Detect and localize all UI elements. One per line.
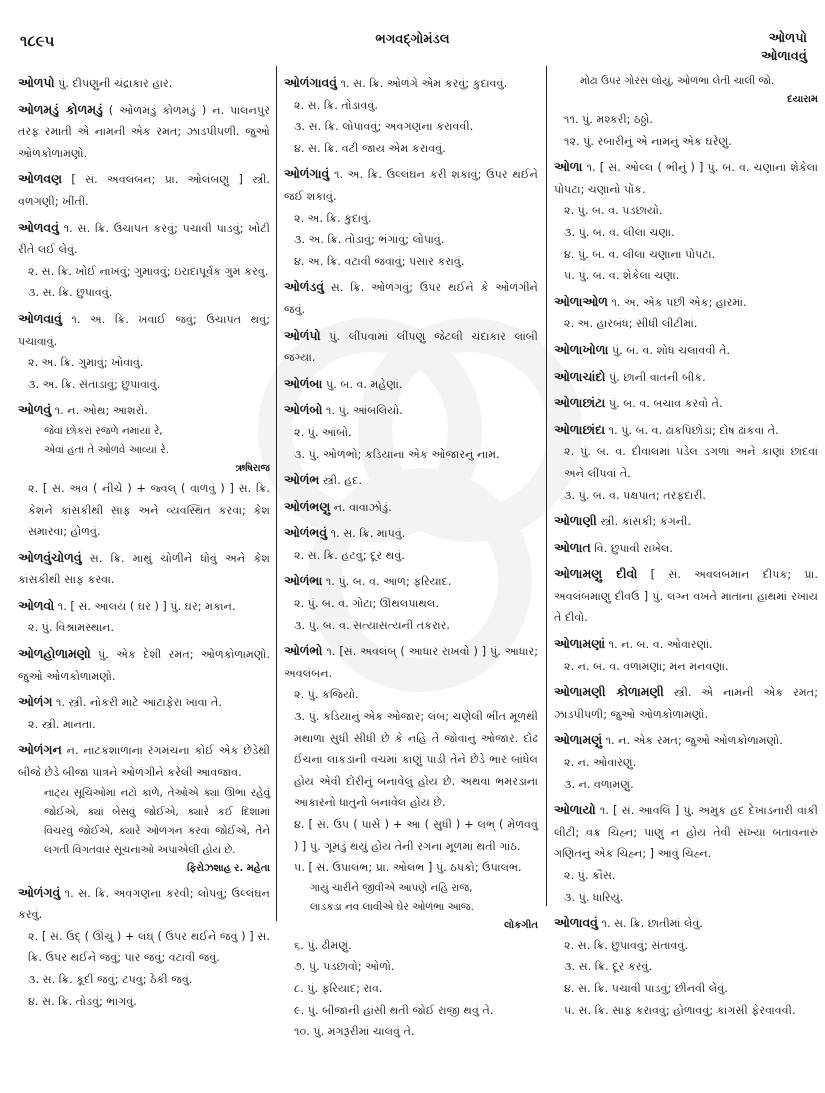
entry-definition: [18, 882, 270, 926]
sense: ૪. સ. ક્રિ. તોડવું; ભાંગવું.: [28, 994, 137, 1008]
dictionary-entry: [18, 99, 270, 165]
definition-text: વિ. છુપાવી રાખેલ.: [590, 541, 673, 555]
headword: ઓળંબા: [284, 375, 323, 391]
dictionary-entry: [554, 912, 818, 1021]
sense: ૨. સ. ક્રિ. છુપાવવું; સંતાવવું.: [564, 938, 689, 952]
sense: ૩. ન. વળામણું.: [564, 777, 634, 791]
dictionary-columns: [18, 72, 818, 1082]
dictionary-entry: [18, 399, 270, 542]
dictionary-entry: [284, 325, 538, 369]
entry-definition: [554, 392, 818, 415]
column-1: [18, 72, 270, 1016]
headword: ઓળંગન: [18, 742, 62, 758]
dictionary-entry: [554, 291, 818, 335]
headword: ઓળંભવું: [284, 525, 328, 541]
sense: ૩. સ. ક્રિ. છુપાવવું.: [28, 286, 113, 300]
headword: ઓળાણી: [554, 513, 597, 529]
definition-text: સ્ત્રી. કાંસકી; કંગની.: [596, 515, 691, 529]
sense: ૨. પું. કૌંસ.: [564, 869, 616, 882]
definition-text: પું. બ. વ. શોધ ચલાવવી તે.: [608, 343, 731, 357]
dictionary-entry: [554, 156, 818, 287]
page-header: [0, 28, 825, 78]
dictionary-entry: [18, 691, 270, 735]
definition-text: ૧. સ. ક્રિ. છાતીમાં લેવું.: [597, 917, 703, 931]
column-2: [284, 72, 538, 1047]
headword: ઓળવવું: [18, 219, 59, 235]
headword: ઓળામણાં: [554, 636, 606, 652]
sense: ૩. પું. બ. વ. પક્ષપાત; તરફદારી.: [564, 488, 706, 502]
definition-text: ૧. અ. ક્રિ. ઉલ્લંઘન કરી શકાવું; ઉપર થઈને જઈ શકાવું.: [284, 168, 538, 203]
sense: ૨. પું. બ. વ. પડછાયો.: [564, 204, 663, 218]
entry-definition: [284, 163, 538, 207]
dictionary-entry: [18, 739, 270, 877]
dictionary-entry: [554, 392, 818, 415]
headword: ઓળાછાંદા: [554, 421, 606, 437]
entry-definition: [18, 72, 270, 95]
entry-definition: [554, 681, 818, 725]
definition-text: [ સં. અવલંબન; પ્રા. ઓલંબણુ ] સ્ત્રી. વળગણી; ખીંતી.: [18, 173, 270, 208]
entry-definition: [18, 99, 270, 165]
quotation-attribution: લોકગીત: [504, 919, 538, 931]
dictionary-entry: [18, 168, 270, 212]
sense: ૮. પું. ફરિયાદ; રાવ.: [294, 981, 383, 995]
page-number: ૧૮૯૫: [20, 32, 55, 50]
guide-words: [761, 30, 807, 66]
definition-text: પું. છાની વાતની બીક.: [605, 370, 706, 384]
sense: ૩. પું. કડિયાનું એક ઓજાર; લંબ; ચણેલી ભીંત મૂળથી મથાળા સુધી સીધી છે કે નહિ તે જોવાનું ઓજાર. દોઢ ઈંચના લાકડાની વચમાં કાણું પાડી તેને છેડે ભાર બાંધેલ હોય એવી દોરીનું બનાવેલું હોય છે. અથવા ભમરડાના આકારનો ધાતુનો બનાવેલ હોય છે.: [294, 710, 538, 810]
sense: ૪. સ. ક્રિ. પચાવી પાડવું; છીનવી લેવું.: [564, 981, 728, 995]
entry-definition: [284, 373, 538, 396]
entry-definition: [554, 419, 818, 442]
headword: ઓળંગાવું: [284, 166, 330, 182]
sense: ૨. સ્ત્રી. માનતા.: [28, 717, 96, 731]
definition-text: ૧. સ્ત્રી. નોકરી માટે આંટાફેરા ખાવા તે.: [52, 696, 222, 710]
definition-text: ૧. [ સં. આલય ( ઘર ) ] પું. ઘર; મકાન.: [54, 599, 236, 613]
entry-definition: [18, 399, 270, 422]
dictionary-entry: [18, 72, 270, 95]
dictionary-entry: [554, 537, 818, 560]
headword: ઓળંભા: [284, 573, 323, 589]
headword: ઓળવું: [18, 402, 52, 418]
definition-text: ૧. [સં. અવલંબ્ ( આધાર રાખવો ) ] પું. આધાર; અવલંબન.: [284, 645, 538, 680]
headword: ઓળાછાંટા: [554, 395, 606, 411]
dictionary-entry: [284, 276, 538, 320]
entry-definition: [554, 339, 818, 362]
entry-definition: [284, 640, 538, 684]
entry-definition: [284, 570, 538, 593]
definition-text: પું. લીંપવામાં લીંપણુ જેટલી ચંદાકાર લાંબી જગ્યા.: [284, 329, 538, 365]
entry-definition: [554, 633, 818, 656]
sense: ૨. અ. ક્રિ. કુદાવું.: [294, 211, 372, 225]
sense: ૨. સ. ક્રિ. ખોઈ નાખવું; ગુમાવવું; ઇરાદાપૂર્વક ગુમ કરવું.: [28, 264, 269, 278]
definition-text: ૧. સ. ક્રિ. ઉચાપત કરવું; પચાવી પાડવું; ખોટી રીતે લઈ લેવું.: [18, 221, 270, 257]
sense: ૭. પું. પડછાવો; ઓળો.: [294, 960, 395, 974]
definition-text: ૧. અ. એક પછી એક; હારમાં.: [607, 295, 747, 309]
headword: ઓળંગાવવું: [284, 75, 337, 90]
dictionary-entry: [554, 339, 818, 362]
dictionary-entry: [554, 799, 818, 908]
definition-text: ૧. ન. બ. વ. ઓવારણાં.: [605, 638, 713, 652]
definition-text: પું. દીપણુની ચંદ્રાકાર હાર.: [54, 77, 173, 90]
headword: ઓળમડું કોળમડું: [18, 101, 103, 117]
headword: ઓળવણ: [18, 171, 62, 187]
dictionary-entry: [554, 563, 818, 629]
entry-definition: [554, 291, 818, 314]
sense: ૨. પું. આંબો.: [294, 425, 352, 439]
headword: ઓળાઓળ: [554, 293, 608, 309]
entry-definition: [554, 563, 818, 629]
sense: ૨. પું. બ. વ. ગોટા; ઊથલપાથલ.: [294, 597, 439, 611]
headword: ઓળંપો: [284, 327, 321, 343]
dictionary-entry: [284, 469, 538, 492]
sense: ૩. પું. ઓળંભો; કડિયાના એક ઓજારનું નામ.: [294, 447, 500, 461]
sense: ૨. પું. વિશ્રામસ્થાન.: [28, 621, 115, 635]
quotation-attribution: દયારામ: [787, 94, 818, 105]
entry-definition: [18, 691, 270, 714]
definition-text: ૧. પું. આંબલિયો.: [322, 404, 403, 418]
entry-definition: [18, 643, 270, 687]
definition-text: ( ઓળમડું કોળમડું ) ન. પાલનપુર તરફ રમાતી એ નામની એક રમત; ઝાડપીપળી. જુઓ ઓળકોળામણો.: [18, 103, 270, 160]
dictionary-entry: [554, 729, 818, 795]
entry-definition: [554, 510, 818, 533]
sense: ૧૧. પું. મશ્કરી; ઠઠ્ઠો.: [564, 113, 653, 126]
quotation-attribution: ફિરોઝશાહ ર. મહેતા: [186, 862, 270, 874]
entry-definition: [18, 308, 270, 352]
sense: ૨. પું. કજિયો.: [294, 688, 359, 702]
dictionary-entry: [554, 366, 818, 389]
dictionary-entry: [18, 217, 270, 304]
entry-definition: [554, 156, 818, 200]
headword: ઓળાવવું: [554, 915, 598, 931]
dictionary-entry: [284, 522, 538, 566]
definition-text: [ સં. અવલંબમાન દીપક; પ્રા. અવલંબમાણુ દીવઉ ] પું. લગ્ન વખતે માતાના હાથમાં રખાય તે દીવો.: [554, 568, 818, 625]
sense: ૨. સ. ક્રિ. તોડાવવું.: [294, 98, 378, 112]
sense: ૧૦. પું. મગરૂરીમાં ચાલવું તે.: [294, 1025, 415, 1039]
sense: ૪. [ સં. ઉપ ( પાસે ) + આ ( સુધી ) + લભ્ ( મેળવવું ) ] પું. ગૂમડું થયું હોય તેની રગના મૂળમાં થતી ગાંઠ.: [294, 818, 538, 853]
sense: ૩. સ. ક્રિ. કૂદી જવું; ટપવું; ઠેકી જવું.: [28, 973, 193, 986]
entry-definition: [284, 72, 538, 95]
definition-text: સ. ક્રિ. માથું ચોળીને ધોવું અને કેશ કાંસકીથી સાફ કરવા.: [18, 551, 270, 587]
entry-definition: [18, 168, 270, 212]
entry-definition: [284, 496, 538, 519]
headword: ઓળંબો: [284, 402, 323, 418]
definition-text: ૧. [ સં. આવલિ ] પું. અમુક હદ દેખાડનારી વાંકી લીટી; વક્ર ચિહ્ન; પાણુ ન હોય તેવી સંખ્યા બતાવનારું ગણિતનું એક ચિહ્ન; ] આવું ચિહ્ન.: [554, 804, 818, 861]
sense: ૩. અ. ક્રિ. સંતાડાવું; છુપાવાવું.: [28, 377, 161, 391]
sense: ૬. પું. ઢીમણું.: [294, 938, 352, 952]
dictionary-entry: [18, 595, 270, 639]
headword: ઓળંગવું: [18, 884, 61, 900]
definition-text: ૧. પું. બ. વ. ઢાંકપિછોડા; દોષ ઢાંકવા તે.: [605, 423, 779, 437]
definition-text: ૧. પું. બ. વ. આળ; ફરિયાદ.: [322, 575, 452, 589]
headword: ઓળાખોળા: [554, 341, 609, 357]
definition-text: ૧. અ. ક્રિ. ખવાઈ જવું; ઉચાપત થવું; પચાવાવું.: [18, 312, 270, 348]
headword: ઓળાયો: [554, 802, 596, 818]
entry-definition: [284, 522, 538, 545]
quotation-line: એવાં હતાં તે ઓળવે આવ્યાં રે.: [44, 443, 169, 456]
entry-definition: [554, 799, 818, 865]
headword: ઓળામણું: [554, 732, 603, 748]
sense: ૨. [ સં. અવ ( નીચે ) + જ્વલ્ ( વાળવું ) ] સ. ક્રિ. કેશને કાંસકીથી સાફ અને વ્યવસ્થિત કરવા; કેશ સમારવા; હોળવું.: [28, 481, 270, 539]
sense: ૫. [ સં. ઉપાલંભ; પ્રા. ઓલંભ ] પું. ઠપકો; ઉપાલંભ.: [294, 861, 522, 875]
sense: ૫. પું. બ. વ. શેકેલા ચણા.: [564, 269, 680, 283]
running-title: ભગવદ્ગોમંડલ: [375, 32, 450, 47]
headword: ઓળંભ: [284, 472, 320, 488]
sense: ૨. ન. બ. વ. વળામણાં; મન મનવણાં.: [564, 659, 729, 673]
headword: ઓળા: [554, 159, 583, 175]
headword: ઓળવો: [18, 597, 55, 613]
dictionary-entry: [554, 72, 818, 152]
definition-text: સ. ક્રિ. ઓળંગવું; ઉપર થઈને કે ઓળંગીને જવું.: [284, 281, 538, 316]
definition-text: પું. એક દેશી રમત; ઓળકોળામણો. જુઓ ઓળકોળામણો.: [18, 648, 270, 683]
definition-text: ૧. સ. ક્રિ. માપવું.: [327, 527, 406, 541]
sense: ૫. સ. ક્રિ. સાફ કરાવવું; હોળાવવું; કાંગસી ફેરવાવવી.: [564, 1003, 796, 1017]
headword: ઓળામણી કોળામણી: [554, 684, 664, 700]
quotation-line: નાટ્ય સૂચિઓમાં નટો કાળે, તેઓએ ક્યાં ઊભા રહેવું જોઈએ, ક્યાં બેસવું જોઈએ, ક્યારે કઈ દિશામાં વિચરવું જોઈએ, ક્યારે ઓળંગન કરવાં જોઈએ, તેને લગતી વિગતવાર સૂચનાઓ અપાએલી હોય છે.: [44, 786, 270, 856]
entry-definition: [554, 537, 818, 560]
dictionary-entry: [284, 496, 538, 519]
entry-definition: [554, 366, 818, 389]
headword: ઓળાચાંદો: [554, 368, 606, 384]
sense: ૧૨. પું. રબારીનું એ નામનું એક ઘરેણું.: [564, 134, 732, 148]
sense: ૩. પું. બ. વ. સત્યાસત્યની તકરાર.: [294, 618, 450, 632]
entry-definition: [284, 399, 538, 422]
headword: ઓળવાવું: [18, 310, 62, 326]
dictionary-entry: [18, 547, 270, 591]
definition-text: સ્ત્રી. હદ.: [319, 474, 362, 488]
sense: ૨. અ. ક્રિ. ગુમાવું; ખોવાવું.: [28, 356, 144, 370]
sense: ૪. પું. બ. વ. લીલા ચણાના પોપટા.: [564, 247, 716, 261]
guide-word-first: ઓળપો: [768, 31, 807, 46]
quotation-line: ગાયું ચારીને જીવીએ આપણે નહિ રાજ,: [310, 881, 473, 894]
headword: ઓળામણુ દીવો: [554, 566, 638, 582]
dictionary-entry: [18, 882, 270, 1013]
definition-text: ૧. ન. ઓથ; આશરો.: [51, 404, 148, 418]
dictionary-entry: [284, 163, 538, 272]
sense: ૩. સ. ક્રિ. લોપાવવું; અવગણના કરાવવી.: [294, 120, 474, 134]
entry-definition: [554, 729, 818, 752]
entry-definition: [18, 595, 270, 618]
headword: ઓળાત: [554, 539, 591, 555]
sense: ૩. પું. બ. વ. લીલા ચણા.: [564, 225, 675, 239]
sense: ૨. અ. હારબંધ; સીધી લીટીમાં.: [564, 317, 698, 331]
dictionary-entry: [18, 308, 270, 395]
entry-definition: [18, 547, 270, 591]
sense: ૪. સ. ક્રિ. વટી જાય એમ કરાવવું.: [294, 141, 446, 155]
dictionary-entry: [284, 640, 538, 1043]
dictionary-entry: [554, 419, 818, 506]
definition-text: ન. નાટકશાળાના રંગમંચના કોઈ એક છેડેથી બીજે છેડે બીજા પાત્રને ઓળંગીને કરેલી આવજાવ.: [18, 744, 270, 780]
headword: ઓળંગ: [18, 694, 53, 710]
entry-definition: [18, 217, 270, 261]
definition-text: ન. વાવાઝોડું.: [330, 500, 392, 514]
quotation-line: મોઢા ઉપર ગોરસ લોયું, ઓળંભા લેતી ચાલી જો.: [580, 75, 775, 87]
entry-definition: [18, 739, 270, 783]
dictionary-entry: [284, 570, 538, 636]
quotation-line: જેવાં છોકરાં રજળે નમાયાં રે,: [44, 424, 163, 437]
sense: ૨. [ સં. ઉદ્ ( ઊંચું ) + લંઘ્ ( ઉપર થઈને જવું ) ] સ. ક્રિ. ઉપર થઈને જવું; પાર જવું; વટાવી જવું.: [28, 929, 270, 965]
definition-text: ૧. [ સં. ઓલ્લ ( ભીનું ) ] પું. બ. વ. ચણાના શેકેલા પોપટા; ચણાનો પોંક.: [554, 161, 818, 196]
sense: ૨. ન. ઓવારણું.: [564, 756, 637, 770]
definition-text: ૧. ન. એક રમત; જુઓ ઓળકોળામણો.: [602, 734, 783, 748]
headword: ઓળવુંચોળવું: [18, 549, 82, 565]
definition-text: પું. બ. વ. બચાવ કરવો તે.: [605, 397, 723, 411]
dictionary-entry: [554, 633, 818, 677]
headword: ઓળંભો: [284, 643, 323, 659]
sense: ૩. પું. ધારિયું.: [564, 890, 624, 904]
definition-text: પું. બ. વ. મહેણાં.: [322, 377, 403, 391]
dictionary-entry: [18, 643, 270, 687]
entry-definition: [284, 325, 538, 369]
dictionary-entry: [284, 373, 538, 396]
column-divider: [276, 66, 277, 921]
entry-definition: [284, 469, 538, 492]
entry-definition: [284, 276, 538, 320]
dictionary-entry: [554, 681, 818, 725]
sense: ૯. પું. બીજાની હાંસી થતી જોઈ રાજી થવું તે.: [294, 1003, 494, 1017]
definition-text: ૧. સ. ક્રિ. ઓળંગે એમ કરવું; કુદાવવું.: [336, 77, 508, 90]
guide-word-last: ઓળાવવું: [760, 49, 807, 64]
sense: ૪. અ. ક્રિ. વટાવી જવાવું; પસાર કરાવું.: [294, 254, 465, 268]
entry-definition: [554, 912, 818, 935]
quotation-line: લાડકડા નવ લાવીએ ઘેર ઓળંભા આજ.: [310, 900, 474, 913]
quotation-attribution: ઋષિરાજ: [235, 462, 270, 474]
sense: ૩. અ. ક્રિ. તોડાવું; ભંગાવું; લોપાવું.: [294, 233, 445, 247]
column-3: [554, 72, 818, 1025]
definition-text: ૧. સ. ક્રિ. અવગણના કરવી; લોપવું; ઉલ્લંઘન કરવું.: [18, 886, 270, 922]
dictionary-entry: [284, 399, 538, 465]
column-divider: [546, 66, 547, 906]
headword: ઓળહોળામણો: [18, 646, 91, 662]
sense: ૨. સ. ક્રિ. હટવું; દૂર થવું.: [294, 548, 405, 562]
headword: ઓળંભણુ: [284, 498, 331, 514]
definition-text: સ્ત્રી. એ નામની એક રમત; ઝાડપીપળી; જુઓ ઓળકોળામણો.: [554, 686, 818, 721]
headword: ઓળપો: [18, 75, 55, 90]
sense: ૨. પું. બ. વ. દીવાલમાં પડેલ ડગળાં અને કાણાં છાંદવાં અને લીંપવાં તે.: [564, 445, 818, 480]
headword: ઓળંડવું: [284, 279, 324, 295]
dictionary-entry: [554, 510, 818, 533]
sense: ૩. સ. ક્રિ. દૂર કરવું.: [564, 960, 653, 974]
dictionary-entry: [284, 72, 538, 159]
